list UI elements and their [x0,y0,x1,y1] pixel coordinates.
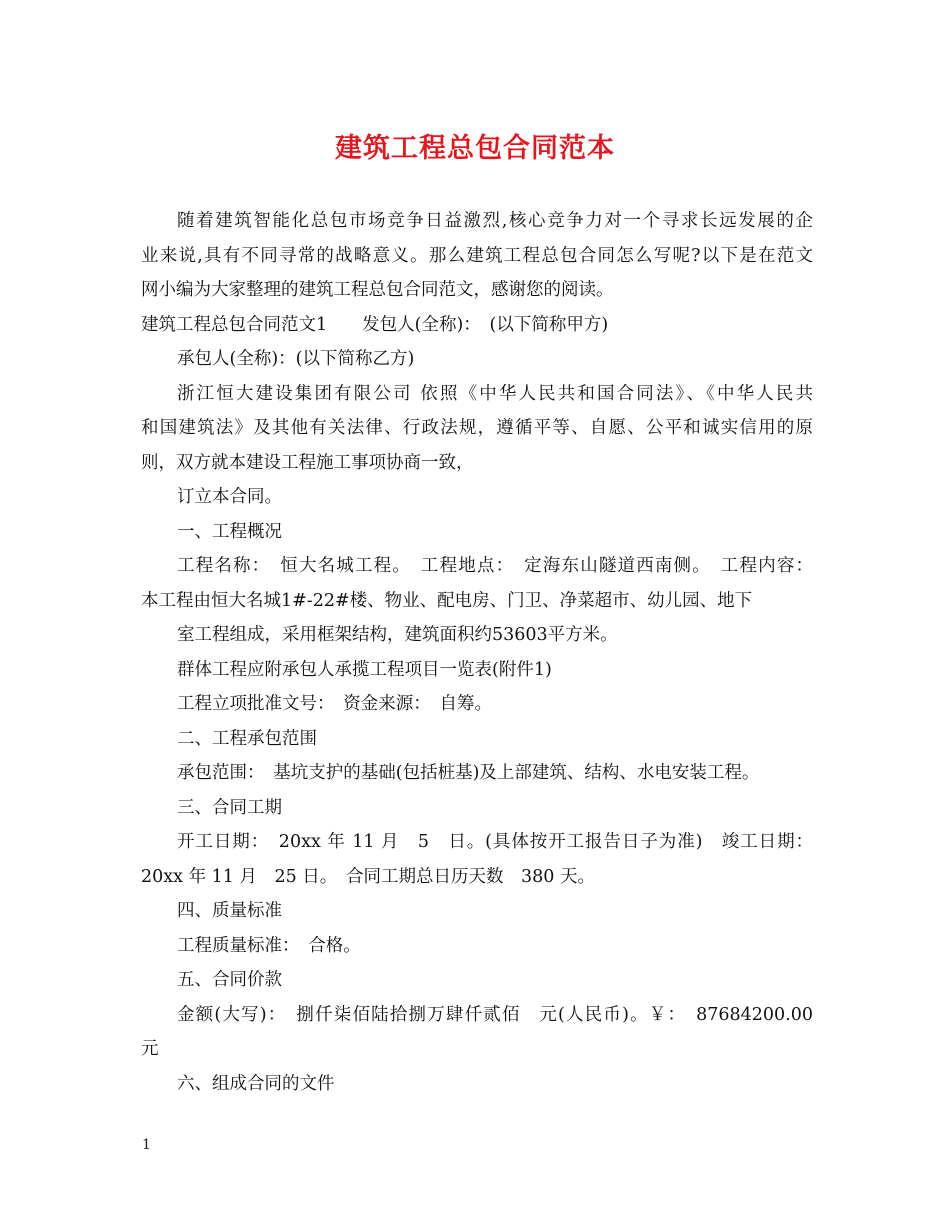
paragraph-line: 工程立项批准文号： 资金来源： 自筹。 [177,694,492,714]
paragraph-line: 群体工程应附承包人承揽工程项目一览表(附件1) [177,659,552,680]
section-heading: 五、合同价款 [177,970,282,990]
paragraph-line: 承包人(全称)：(以下简称乙方) [177,349,415,369]
paragraph-line: 浙江恒大建设集团有限公司 依照《中华人民共和国合同法》、《中华人民共 [177,383,813,404]
paragraph-line: 网小编为大家整理的建筑工程总包合同范文，感谢您的阅读。 [141,280,614,300]
paragraph-line: 金额(大写)： 捌仟柒佰陆拾捌万肆仟贰佰 元(人民币)。￥： 87684200.00 [177,1004,813,1025]
paragraph-line: 业来说,具有不同寻常的战略意义。那么建筑工程总包合同怎么写呢?以下是在范文 [141,245,813,266]
paragraph-line: 开工日期： 20xx 年 11 月 5 日。(具体按开工报告日子为准) 竣工日期： [177,832,813,852]
paragraph-line: 承包范围： 基坑支护的基础(包括桩基)及上部建筑、结构、水电安装工程。 [177,763,760,783]
paragraph-line: 订立本合同。 [177,487,282,507]
paragraph-line: 室工程组成，采用框架结构，建筑面积约53603平方米。 [177,625,618,645]
paragraph-line: 工程名称： 恒大名城工程。 工程地点： 定海东山隧道西南侧。 工程内容： [177,556,813,576]
paragraph-line: 随着建筑智能化总包市场竞争日益激烈,核心竞争力对一个寻求长远发展的企 [177,211,813,231]
paragraph-line: 建筑工程总包合同范文1 发包人(全称)： (以下简称甲方) [141,314,609,335]
section-heading: 一、工程概况 [177,521,282,542]
paragraph-line: 则，双方就本建设工程施工事项协商一致， [141,452,474,473]
section-heading: 三、合同工期 [177,797,282,818]
section-heading: 六、组成合同的文件 [177,1073,335,1094]
paragraph-line: 工程质量标准： 合格。 [177,935,361,956]
document-title: 建筑工程总包合同范本 [335,133,615,164]
page-number: 1 [142,1137,151,1153]
paragraph-line: 和国建筑法》及其他有关法律、行政法规，遵循平等、自愿、公平和诚实信用的原 [141,418,813,438]
section-heading: 二、工程承包范围 [177,728,317,749]
section-heading: 四、质量标准 [177,901,282,921]
paragraph-line: 元 [141,1039,159,1059]
document-body [141,204,813,1101]
paragraph-line: 本工程由恒大名城1#-22#楼、物业、配电房、门卫、净菜超市、幼儿园、地下 [141,590,753,611]
paragraph-line: 20xx 年 11 月 25 日。 合同工期总日历天数 380 天。 [141,866,596,887]
